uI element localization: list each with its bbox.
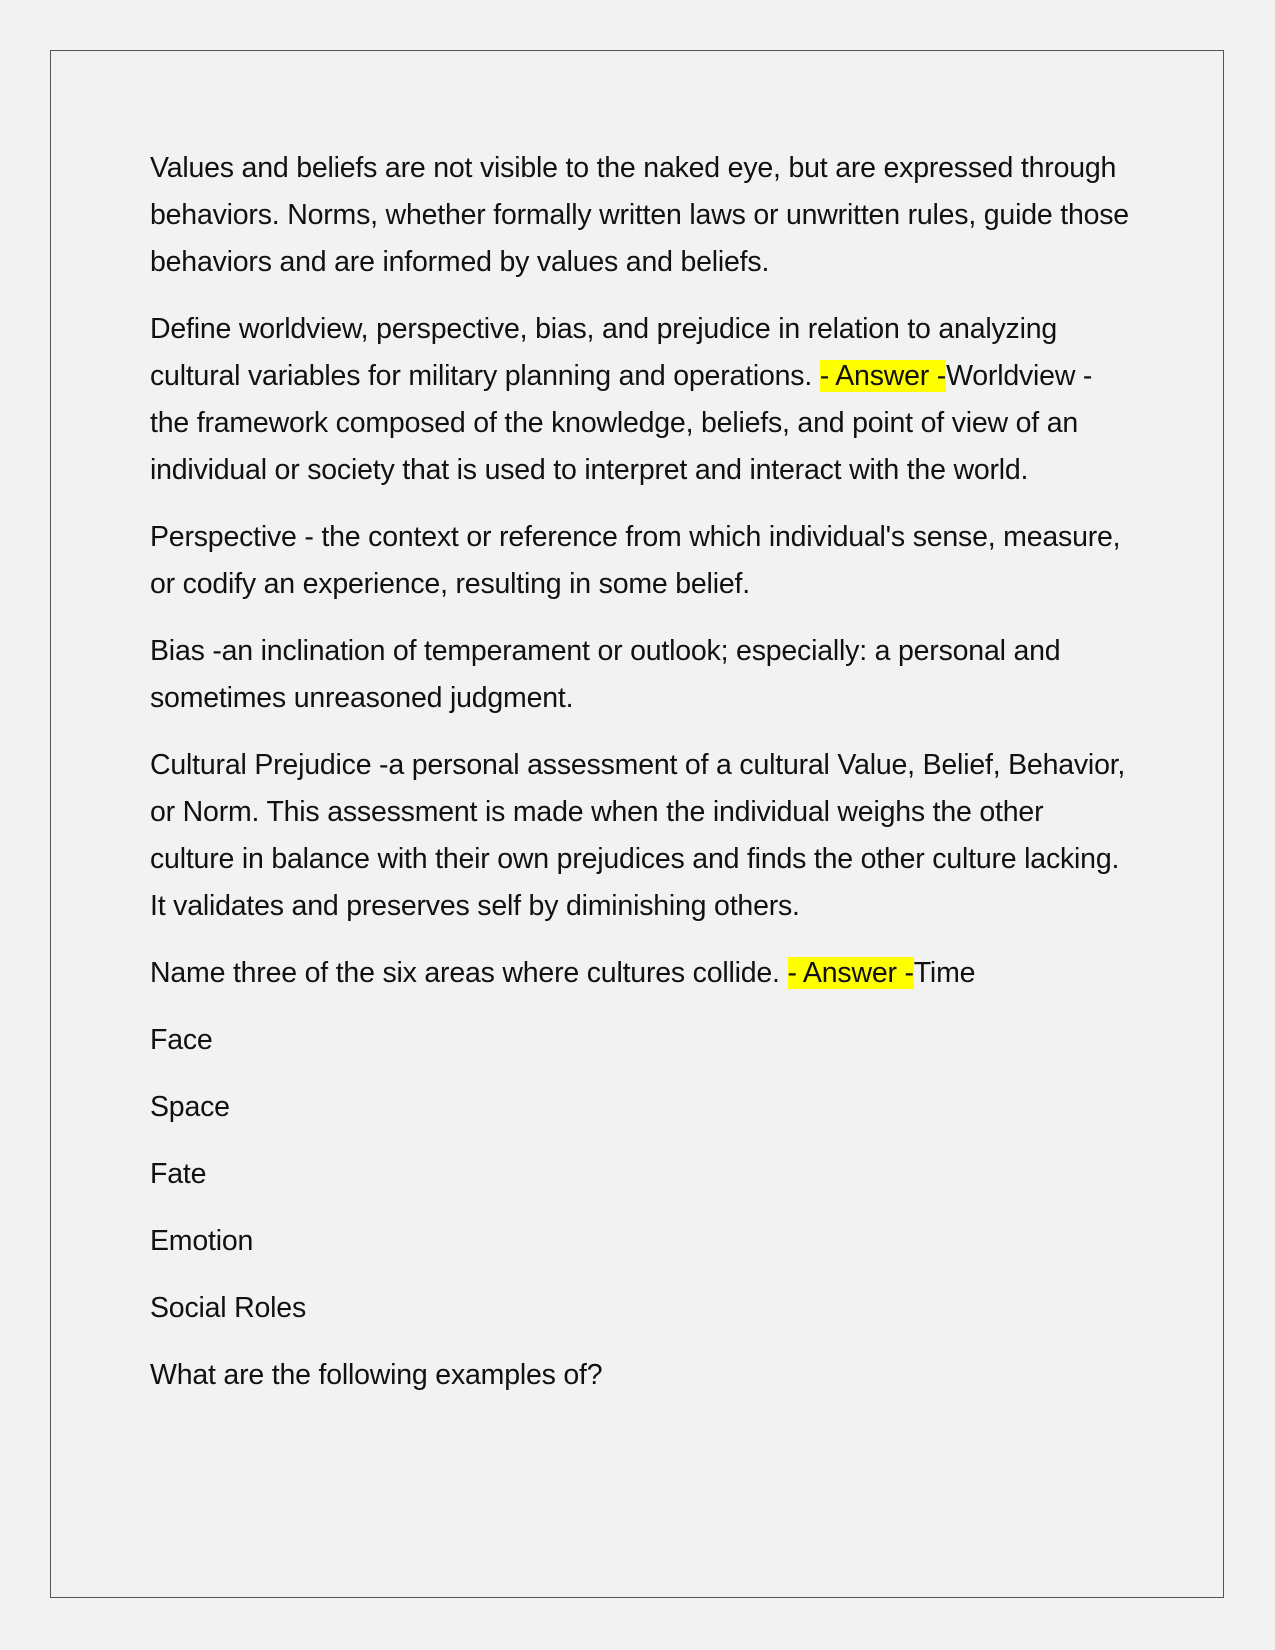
list-item-emotion bbox=[150, 1218, 1130, 1265]
paragraph-text: Social Roles bbox=[150, 1292, 307, 1324]
paragraph-text: Face bbox=[150, 1024, 213, 1056]
question-text: Name three of the six areas where cultures collide. bbox=[150, 957, 788, 989]
list-item-social-roles bbox=[150, 1285, 1130, 1332]
answer-text: Time bbox=[913, 957, 976, 989]
paragraph-question-examples bbox=[150, 1352, 1130, 1399]
answer-text: Worldview - the framework composed of the knowledge, beliefs, and point of view of an individual or society that is used to interpret and interact with the world. bbox=[150, 360, 1093, 486]
paragraph-text: Space bbox=[150, 1091, 230, 1123]
paragraph-bias bbox=[150, 628, 1130, 722]
paragraph-text: What are the following examples of? bbox=[150, 1359, 603, 1391]
list-item-fate bbox=[150, 1151, 1130, 1198]
answer-marker-highlight: - Answer - bbox=[819, 360, 947, 392]
paragraph-text: Cultural Prejudice -a personal assessment of a cultural Value, Belief, Behavior, or Norm. This assessment is made when the individual weighs the other culture in balance with their own prejudices and finds the other culture lacking. It validates and preserves self by diminishing others. bbox=[150, 749, 1126, 922]
paragraph-text: Fate bbox=[150, 1158, 207, 1190]
paragraph-text: Bias -an inclination of temperament or outlook; especially: a personal and sometimes unreasoned judgment. bbox=[150, 635, 1061, 714]
paragraph-text: Perspective - the context or reference from which individual's sense, measure, or codify an experience, resulting in some belief. bbox=[150, 521, 1121, 600]
paragraph-text: Emotion bbox=[150, 1225, 254, 1257]
paragraph-text: Values and beliefs are not visible to the naked eye, but are expressed through behaviors. Norms, whether formally written laws or unwritten rules, guide those behaviors and are informed by values and beliefs. bbox=[150, 152, 1129, 278]
list-item-space bbox=[150, 1084, 1130, 1131]
question-text: Define worldview, perspective, bias, and prejudice in relation to analyzing cultural variables for military planning and operations. bbox=[150, 313, 1058, 392]
paragraph-values-beliefs bbox=[150, 145, 1130, 286]
qa-cultures-collide bbox=[150, 950, 1130, 997]
paragraph-cultural-prejudice bbox=[150, 742, 1130, 930]
document-body bbox=[150, 145, 1130, 1419]
answer-marker-highlight: - Answer - bbox=[787, 957, 914, 989]
qa-worldview bbox=[150, 306, 1130, 494]
list-item-face bbox=[150, 1017, 1130, 1064]
paragraph-perspective bbox=[150, 514, 1130, 608]
